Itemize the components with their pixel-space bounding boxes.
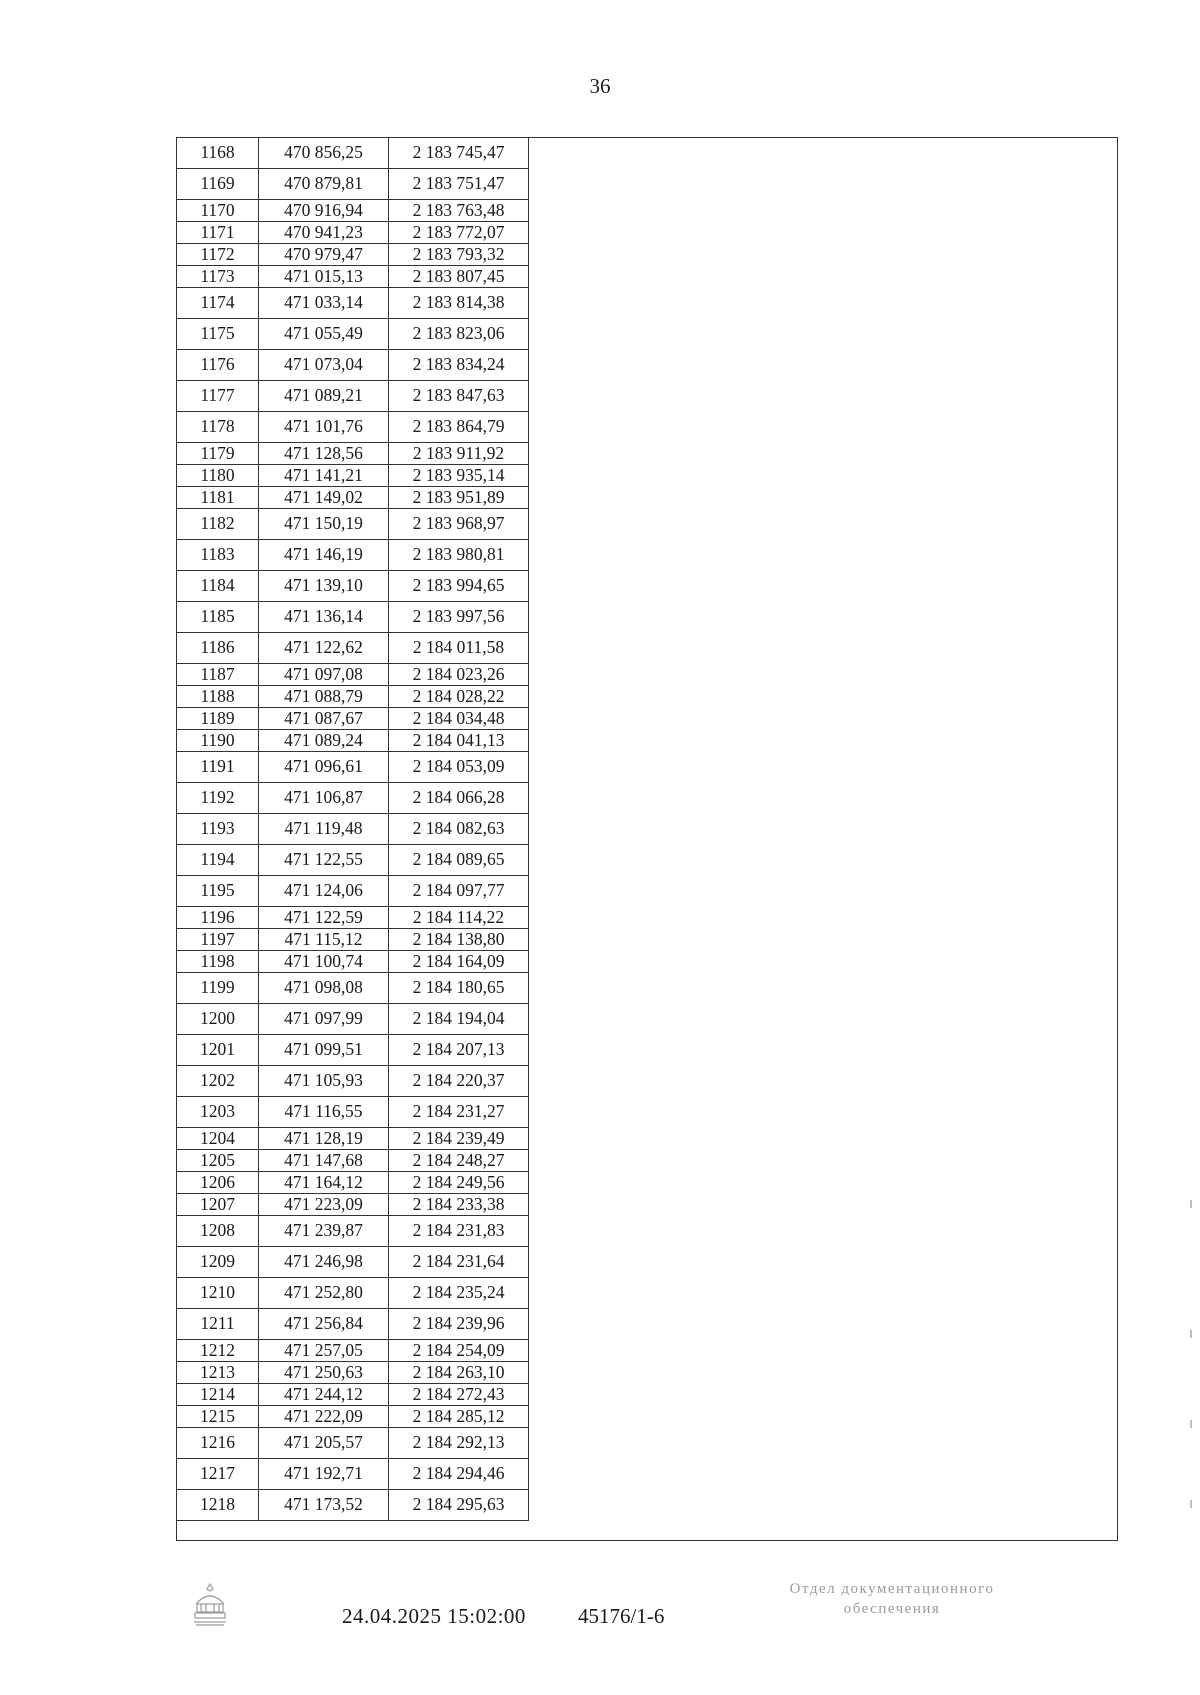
point-number-cell: 1215 xyxy=(177,1406,259,1428)
point-number-cell: 1194 xyxy=(177,845,259,876)
x-coordinate-cell: 471 097,08 xyxy=(259,664,389,686)
table-row xyxy=(177,222,529,244)
table-row xyxy=(177,138,529,169)
y-coordinate-cell: 2 184 239,49 xyxy=(389,1128,529,1150)
y-coordinate-cell: 2 183 823,06 xyxy=(389,319,529,350)
table-row xyxy=(177,1172,529,1194)
point-number-cell: 1177 xyxy=(177,381,259,412)
point-number-cell: 1206 xyxy=(177,1172,259,1194)
table-row xyxy=(177,1490,529,1521)
x-coordinate-cell: 470 916,94 xyxy=(259,200,389,222)
coordinates-table xyxy=(176,137,529,1521)
footer-document-number: 45176/1-6 xyxy=(578,1604,665,1628)
y-coordinate-cell: 2 183 935,14 xyxy=(389,465,529,487)
x-coordinate-cell: 471 128,56 xyxy=(259,443,389,465)
y-coordinate-cell: 2 184 114,22 xyxy=(389,907,529,929)
x-coordinate-cell: 471 250,63 xyxy=(259,1362,389,1384)
y-coordinate-cell: 2 184 028,22 xyxy=(389,686,529,708)
table-row xyxy=(177,350,529,381)
x-coordinate-cell: 471 252,80 xyxy=(259,1278,389,1309)
table-row xyxy=(177,1278,529,1309)
point-number-cell: 1202 xyxy=(177,1066,259,1097)
point-number-cell: 1186 xyxy=(177,633,259,664)
footer-stamp-line2: обеспечения xyxy=(843,1600,941,1617)
table-row xyxy=(177,443,529,465)
y-coordinate-cell: 2 183 793,32 xyxy=(389,244,529,266)
x-coordinate-cell: 471 223,09 xyxy=(259,1194,389,1216)
point-number-cell: 1178 xyxy=(177,412,259,443)
point-number-cell: 1187 xyxy=(177,664,259,686)
point-number-cell: 1201 xyxy=(177,1035,259,1066)
y-coordinate-cell: 2 184 292,13 xyxy=(389,1428,529,1459)
y-coordinate-cell: 2 184 235,24 xyxy=(389,1278,529,1309)
point-number-cell: 1200 xyxy=(177,1004,259,1035)
y-coordinate-cell: 2 184 180,65 xyxy=(389,973,529,1004)
y-coordinate-cell: 2 183 980,81 xyxy=(389,540,529,571)
point-number-cell: 1181 xyxy=(177,487,259,509)
point-number-cell: 1209 xyxy=(177,1247,259,1278)
x-coordinate-cell: 470 979,47 xyxy=(259,244,389,266)
y-coordinate-cell: 2 184 272,43 xyxy=(389,1384,529,1406)
x-coordinate-cell: 471 099,51 xyxy=(259,1035,389,1066)
table-row xyxy=(177,633,529,664)
x-coordinate-cell: 471 149,02 xyxy=(259,487,389,509)
point-number-cell: 1184 xyxy=(177,571,259,602)
emblem-icon xyxy=(188,1580,232,1628)
y-coordinate-cell: 2 183 745,47 xyxy=(389,138,529,169)
table-row xyxy=(177,814,529,845)
x-coordinate-cell: 471 246,98 xyxy=(259,1247,389,1278)
point-number-cell: 1205 xyxy=(177,1150,259,1172)
table-row xyxy=(177,288,529,319)
table-row xyxy=(177,1004,529,1035)
table-row xyxy=(177,602,529,633)
x-coordinate-cell: 471 096,61 xyxy=(259,752,389,783)
table-row xyxy=(177,752,529,783)
x-coordinate-cell: 471 173,52 xyxy=(259,1490,389,1521)
table-row xyxy=(177,571,529,602)
table-row xyxy=(177,509,529,540)
table-row xyxy=(177,244,529,266)
x-coordinate-cell: 471 087,67 xyxy=(259,708,389,730)
point-number-cell: 1176 xyxy=(177,350,259,381)
point-number-cell: 1185 xyxy=(177,602,259,633)
point-number-cell: 1210 xyxy=(177,1278,259,1309)
table-row xyxy=(177,319,529,350)
y-coordinate-cell: 2 183 751,47 xyxy=(389,169,529,200)
point-number-cell: 1213 xyxy=(177,1362,259,1384)
point-number-cell: 1212 xyxy=(177,1340,259,1362)
footer-datetime: 24.04.2025 15:02:00 xyxy=(342,1604,526,1628)
scan-edge-mark xyxy=(1190,1330,1192,1338)
x-coordinate-cell: 471 164,12 xyxy=(259,1172,389,1194)
y-coordinate-cell: 2 184 294,46 xyxy=(389,1459,529,1490)
x-coordinate-cell: 471 015,13 xyxy=(259,266,389,288)
point-number-cell: 1190 xyxy=(177,730,259,752)
table-row xyxy=(177,664,529,686)
point-number-cell: 1175 xyxy=(177,319,259,350)
x-coordinate-cell: 471 136,14 xyxy=(259,602,389,633)
point-number-cell: 1169 xyxy=(177,169,259,200)
point-number-cell: 1180 xyxy=(177,465,259,487)
footer-stamp xyxy=(752,1580,1032,1619)
x-coordinate-cell: 471 089,21 xyxy=(259,381,389,412)
table-row xyxy=(177,1428,529,1459)
point-number-cell: 1195 xyxy=(177,876,259,907)
table-row xyxy=(177,1384,529,1406)
y-coordinate-cell: 2 184 249,56 xyxy=(389,1172,529,1194)
point-number-cell: 1198 xyxy=(177,951,259,973)
x-coordinate-cell: 471 115,12 xyxy=(259,929,389,951)
table-row xyxy=(177,1066,529,1097)
y-coordinate-cell: 2 184 263,10 xyxy=(389,1362,529,1384)
point-number-cell: 1171 xyxy=(177,222,259,244)
table-row xyxy=(177,1309,529,1340)
x-coordinate-cell: 471 098,08 xyxy=(259,973,389,1004)
table-row xyxy=(177,845,529,876)
y-coordinate-cell: 2 184 089,65 xyxy=(389,845,529,876)
table-row xyxy=(177,876,529,907)
x-coordinate-cell: 471 106,87 xyxy=(259,783,389,814)
y-coordinate-cell: 2 183 951,89 xyxy=(389,487,529,509)
x-coordinate-cell: 471 055,49 xyxy=(259,319,389,350)
point-number-cell: 1182 xyxy=(177,509,259,540)
table-row xyxy=(177,973,529,1004)
x-coordinate-cell: 471 222,09 xyxy=(259,1406,389,1428)
scan-edge-mark xyxy=(1190,1500,1192,1508)
y-coordinate-cell: 2 184 248,27 xyxy=(389,1150,529,1172)
table-row xyxy=(177,708,529,730)
y-coordinate-cell: 2 184 231,64 xyxy=(389,1247,529,1278)
point-number-cell: 1218 xyxy=(177,1490,259,1521)
scan-edge-mark xyxy=(1190,1420,1192,1428)
x-coordinate-cell: 471 257,05 xyxy=(259,1340,389,1362)
point-number-cell: 1208 xyxy=(177,1216,259,1247)
point-number-cell: 1211 xyxy=(177,1309,259,1340)
y-coordinate-cell: 2 184 254,09 xyxy=(389,1340,529,1362)
y-coordinate-cell: 2 184 233,38 xyxy=(389,1194,529,1216)
x-coordinate-cell: 471 124,06 xyxy=(259,876,389,907)
x-coordinate-cell: 471 088,79 xyxy=(259,686,389,708)
y-coordinate-cell: 2 183 997,56 xyxy=(389,602,529,633)
x-coordinate-cell: 471 089,24 xyxy=(259,730,389,752)
x-coordinate-cell: 471 119,48 xyxy=(259,814,389,845)
point-number-cell: 1207 xyxy=(177,1194,259,1216)
y-coordinate-cell: 2 184 034,48 xyxy=(389,708,529,730)
point-number-cell: 1197 xyxy=(177,929,259,951)
table-row xyxy=(177,1150,529,1172)
x-coordinate-cell: 471 150,19 xyxy=(259,509,389,540)
table-row xyxy=(177,951,529,973)
point-number-cell: 1183 xyxy=(177,540,259,571)
table-row xyxy=(177,1362,529,1384)
table-row xyxy=(177,1340,529,1362)
table-row xyxy=(177,540,529,571)
table-row xyxy=(177,1194,529,1216)
x-coordinate-cell: 471 101,76 xyxy=(259,412,389,443)
point-number-cell: 1188 xyxy=(177,686,259,708)
y-coordinate-cell: 2 183 968,97 xyxy=(389,509,529,540)
x-coordinate-cell: 471 192,71 xyxy=(259,1459,389,1490)
x-coordinate-cell: 471 239,87 xyxy=(259,1216,389,1247)
x-coordinate-cell: 471 105,93 xyxy=(259,1066,389,1097)
x-coordinate-cell: 471 256,84 xyxy=(259,1309,389,1340)
table-row xyxy=(177,783,529,814)
y-coordinate-cell: 2 184 066,28 xyxy=(389,783,529,814)
point-number-cell: 1196 xyxy=(177,907,259,929)
table-row xyxy=(177,465,529,487)
table-row xyxy=(177,907,529,929)
x-coordinate-cell: 471 073,04 xyxy=(259,350,389,381)
point-number-cell: 1214 xyxy=(177,1384,259,1406)
x-coordinate-cell: 471 147,68 xyxy=(259,1150,389,1172)
y-coordinate-cell: 2 184 164,09 xyxy=(389,951,529,973)
table-row xyxy=(177,1097,529,1128)
point-number-cell: 1203 xyxy=(177,1097,259,1128)
y-coordinate-cell: 2 184 239,96 xyxy=(389,1309,529,1340)
x-coordinate-cell: 471 122,59 xyxy=(259,907,389,929)
x-coordinate-cell: 471 122,55 xyxy=(259,845,389,876)
table-row xyxy=(177,730,529,752)
y-coordinate-cell: 2 184 138,80 xyxy=(389,929,529,951)
table-row xyxy=(177,1406,529,1428)
y-coordinate-cell: 2 183 864,79 xyxy=(389,412,529,443)
x-coordinate-cell: 471 100,74 xyxy=(259,951,389,973)
x-coordinate-cell: 470 941,23 xyxy=(259,222,389,244)
x-coordinate-cell: 471 146,19 xyxy=(259,540,389,571)
y-coordinate-cell: 2 183 847,63 xyxy=(389,381,529,412)
x-coordinate-cell: 471 141,21 xyxy=(259,465,389,487)
x-coordinate-cell: 471 033,14 xyxy=(259,288,389,319)
y-coordinate-cell: 2 184 220,37 xyxy=(389,1066,529,1097)
point-number-cell: 1189 xyxy=(177,708,259,730)
table-row xyxy=(177,1216,529,1247)
point-number-cell: 1204 xyxy=(177,1128,259,1150)
table-row xyxy=(177,169,529,200)
table-row xyxy=(177,1247,529,1278)
table-row xyxy=(177,1128,529,1150)
y-coordinate-cell: 2 184 285,12 xyxy=(389,1406,529,1428)
x-coordinate-cell: 471 116,55 xyxy=(259,1097,389,1128)
x-coordinate-cell: 471 097,99 xyxy=(259,1004,389,1035)
y-coordinate-cell: 2 184 207,13 xyxy=(389,1035,529,1066)
point-number-cell: 1170 xyxy=(177,200,259,222)
y-coordinate-cell: 2 183 807,45 xyxy=(389,266,529,288)
y-coordinate-cell: 2 184 011,58 xyxy=(389,633,529,664)
x-coordinate-cell: 471 244,12 xyxy=(259,1384,389,1406)
table-row xyxy=(177,487,529,509)
y-coordinate-cell: 2 184 295,63 xyxy=(389,1490,529,1521)
table-row xyxy=(177,412,529,443)
y-coordinate-cell: 2 184 082,63 xyxy=(389,814,529,845)
point-number-cell: 1179 xyxy=(177,443,259,465)
x-coordinate-cell: 471 128,19 xyxy=(259,1128,389,1150)
y-coordinate-cell: 2 184 194,04 xyxy=(389,1004,529,1035)
table-row xyxy=(177,1035,529,1066)
y-coordinate-cell: 2 183 834,24 xyxy=(389,350,529,381)
point-number-cell: 1217 xyxy=(177,1459,259,1490)
y-coordinate-cell: 2 184 231,27 xyxy=(389,1097,529,1128)
x-coordinate-cell: 471 205,57 xyxy=(259,1428,389,1459)
y-coordinate-cell: 2 184 053,09 xyxy=(389,752,529,783)
x-coordinate-cell: 470 856,25 xyxy=(259,138,389,169)
point-number-cell: 1199 xyxy=(177,973,259,1004)
y-coordinate-cell: 2 183 911,92 xyxy=(389,443,529,465)
scan-edge-mark xyxy=(1190,1200,1192,1208)
footer-stamp-line1: Отдел документационного xyxy=(789,1581,995,1597)
table-row xyxy=(177,686,529,708)
point-number-cell: 1216 xyxy=(177,1428,259,1459)
y-coordinate-cell: 2 184 231,83 xyxy=(389,1216,529,1247)
y-coordinate-cell: 2 183 814,38 xyxy=(389,288,529,319)
x-coordinate-cell: 471 139,10 xyxy=(259,571,389,602)
x-coordinate-cell: 470 879,81 xyxy=(259,169,389,200)
table-row xyxy=(177,1459,529,1490)
point-number-cell: 1173 xyxy=(177,266,259,288)
point-number-cell: 1191 xyxy=(177,752,259,783)
y-coordinate-cell: 2 183 772,07 xyxy=(389,222,529,244)
point-number-cell: 1172 xyxy=(177,244,259,266)
page-number: 36 xyxy=(589,74,611,98)
y-coordinate-cell: 2 183 994,65 xyxy=(389,571,529,602)
table-row xyxy=(177,381,529,412)
point-number-cell: 1168 xyxy=(177,138,259,169)
point-number-cell: 1193 xyxy=(177,814,259,845)
table-row xyxy=(177,200,529,222)
y-coordinate-cell: 2 183 763,48 xyxy=(389,200,529,222)
y-coordinate-cell: 2 184 041,13 xyxy=(389,730,529,752)
table-row xyxy=(177,266,529,288)
table-row xyxy=(177,929,529,951)
x-coordinate-cell: 471 122,62 xyxy=(259,633,389,664)
point-number-cell: 1192 xyxy=(177,783,259,814)
y-coordinate-cell: 2 184 097,77 xyxy=(389,876,529,907)
point-number-cell: 1174 xyxy=(177,288,259,319)
y-coordinate-cell: 2 184 023,26 xyxy=(389,664,529,686)
